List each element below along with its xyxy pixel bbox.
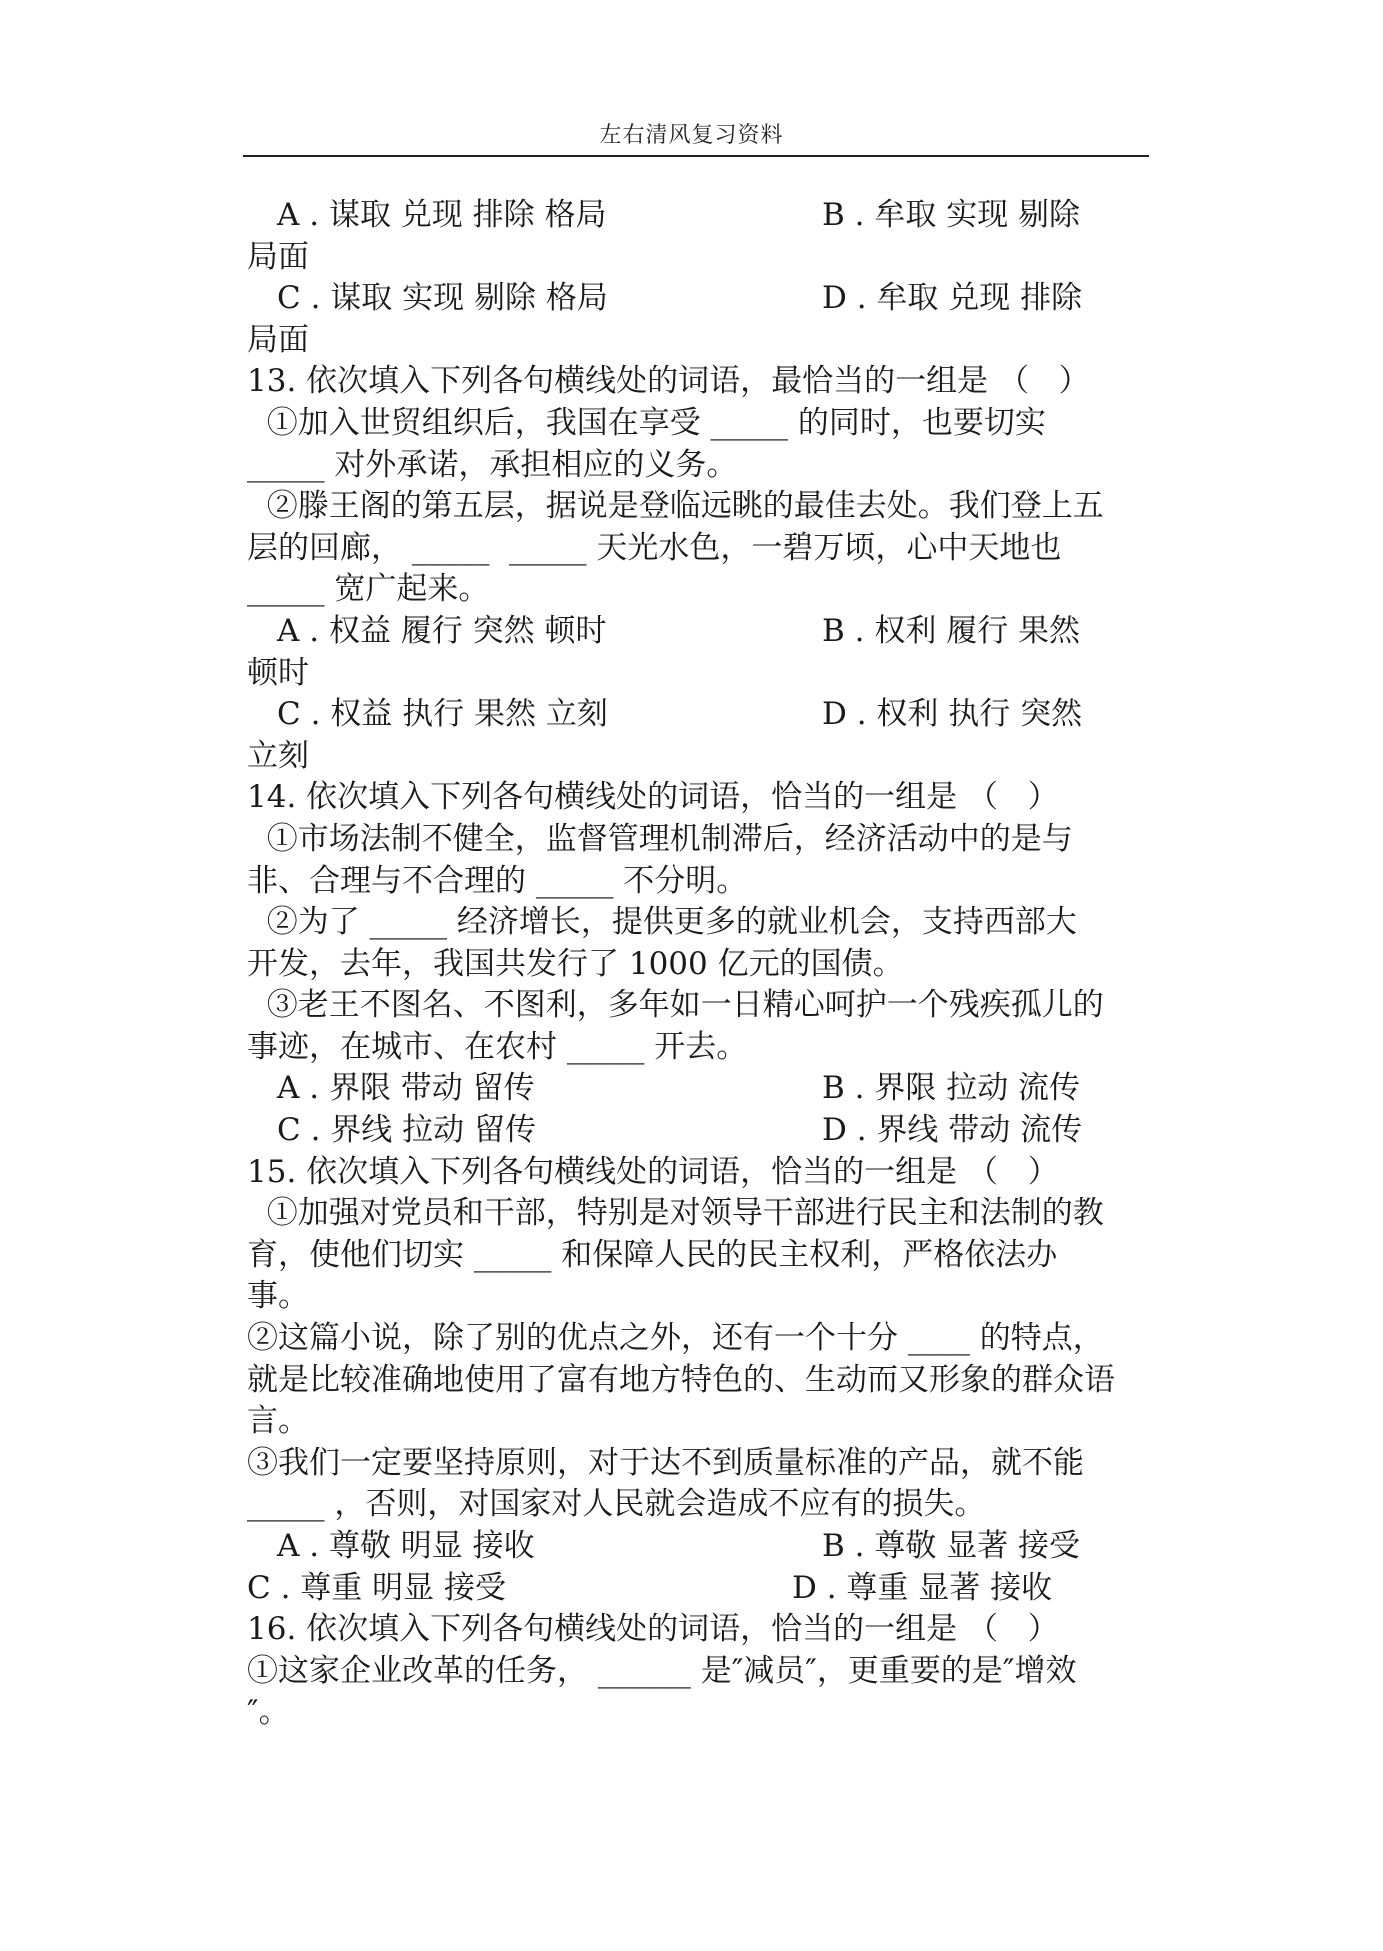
answer-options-row	[247, 278, 1147, 320]
answer-options-row	[247, 1068, 1147, 1110]
answer-option: B . 界限 拉动 流传	[822, 1070, 1081, 1107]
answer-options-row	[247, 1526, 1147, 1568]
answer-options-row	[247, 195, 1147, 237]
answer-option: C . 尊重 明显 接受	[247, 1569, 506, 1606]
text-line: 局面	[247, 321, 309, 358]
answer-option: A . 权益 履行 突然 顿时	[277, 612, 607, 649]
document-body	[247, 195, 1147, 1734]
text-line: 顿时	[247, 654, 309, 691]
text-line: 层的回廊， _____ _____ 天光水色，一碧万顷，心中天地也	[247, 529, 1062, 566]
answer-option: B . 牟取 实现 剔除	[822, 197, 1081, 233]
answer-option: A . 界限 带动 留传	[277, 1070, 535, 1107]
text-line: ③我们一定要坚持原则，对于达不到质量标准的产品，就不能	[247, 1444, 1084, 1481]
text-line: 事迹，在城市、在农村 _____ 开去。	[247, 1028, 748, 1065]
page-header-title: 左右清风复习资料	[599, 123, 784, 148]
answer-option: C . 权益 执行 果然 立刻	[277, 696, 608, 733]
text-line: ″。	[247, 1694, 290, 1731]
text-line: 14. 依次填入下列各句横线处的词语，恰当的一组是 （ ）	[247, 779, 1059, 816]
answer-options-row	[247, 1568, 1147, 1610]
text-line: 事。	[247, 1278, 309, 1315]
text-line: 16. 依次填入下列各句横线处的词语，恰当的一组是 （ ）	[247, 1611, 1059, 1648]
text-line: ①这家企业改革的任务， ______ 是″减员″，更重要的是″增效	[247, 1652, 1077, 1689]
text-line: ②滕王阁的第五层，据说是登临远眺的最佳去处。我们登上五	[247, 488, 1104, 525]
header-divider	[243, 155, 1149, 157]
answer-option: B . 权利 履行 果然	[822, 612, 1081, 649]
answer-option: A . 尊敬 明显 接收	[277, 1528, 535, 1564]
answer-option: C . 界线 拉动 留传	[277, 1112, 536, 1149]
answer-option: C . 谋取 实现 剔除 格局	[277, 280, 608, 317]
text-line: 立刻	[247, 737, 309, 774]
answer-options-row	[247, 694, 1147, 736]
text-line: _____ 宽广起来。	[247, 571, 490, 608]
text-line: 13. 依次填入下列各句横线处的词语，最恰当的一组是 （ ）	[247, 363, 1090, 400]
text-line: 就是比较准确地使用了富有地方特色的、生动而又形象的群众语	[247, 1361, 1115, 1398]
answer-option: A . 谋取 兑现 排除 格局	[277, 197, 607, 233]
answer-options-row	[247, 1110, 1147, 1152]
text-line: ①加入世贸组织后，我国在享受 _____ 的同时，也要切实	[247, 404, 1046, 441]
answer-option: D . 权利 执行 突然	[822, 696, 1083, 733]
text-line: _____ 对外承诺，承担相应的义务。	[247, 446, 738, 483]
answer-option: D . 界线 带动 流传	[822, 1112, 1083, 1149]
text-line: ③老王不图名、不图利，多年如一日精心呵护一个残疾孤儿的	[247, 987, 1104, 1024]
text-line: ①加强对党员和干部，特别是对领导干部进行民主和法制的教	[247, 1195, 1104, 1232]
text-line: ②为了 _____ 经济增长，提供更多的就业机会，支持西部大	[247, 904, 1077, 941]
text-line: 开发，去年，我国共发行了 1000 亿元的国债。	[247, 945, 904, 982]
text-line: 育，使他们切实 _____ 和保障人民的民主权利，严格依法办	[247, 1236, 1058, 1273]
text-line: ①市场法制不健全，监督管理机制滞后，经济活动中的是与	[247, 820, 1073, 857]
text-line: _____ ，否则，对国家对人民就会造成不应有的损失。	[247, 1486, 986, 1523]
answer-option: D . 尊重 显著 接收	[792, 1569, 1053, 1606]
answer-options-row	[247, 611, 1147, 653]
text-line: ②这篇小说，除了别的优点之外，还有一个十分 ____ 的特点，	[247, 1320, 1104, 1357]
text-line: 局面	[247, 238, 309, 275]
answer-option: D . 牟取 兑现 排除	[822, 280, 1083, 317]
text-line: 15. 依次填入下列各句横线处的词语，恰当的一组是 （ ）	[247, 1153, 1059, 1190]
text-line: 言。	[247, 1403, 309, 1440]
answer-option: B . 尊敬 显著 接受	[822, 1528, 1081, 1564]
text-line: 非、合理与不合理的 _____ 不分明。	[247, 862, 748, 899]
